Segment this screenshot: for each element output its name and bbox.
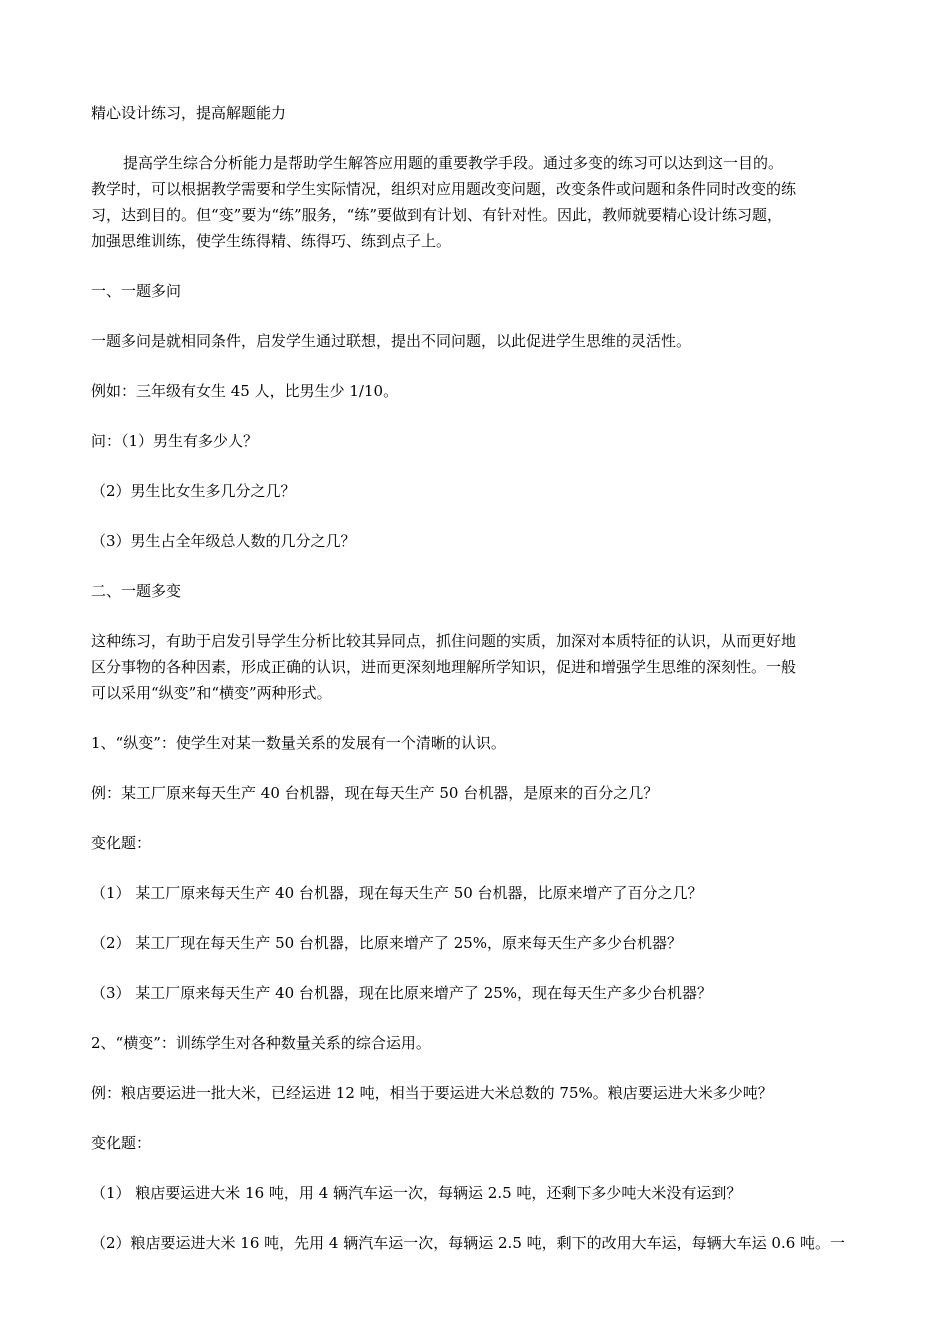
subsection1-variation-3: （3） 某工厂原来每天生产 40 台机器，现在比原来增产了 25%，现在每天生产多少台机器？	[91, 984, 713, 1002]
section2-heading: 二、一题多变	[91, 582, 182, 600]
question-2: （2）男生比女生多几分之几？	[91, 482, 296, 500]
document-title-block	[91, 100, 869, 126]
intro-line-2: 教学时，可以根据教学需要和学生实际情况，组织对应用题改变问题，改变条件或问题和条件同时改变的练	[91, 180, 797, 198]
intro-line-1: 提高学生综合分析能力是帮助学生解答应用题的重要教学手段。通过多变的练习可以达到这一目的。	[123, 154, 784, 172]
section1-heading: 一、一题多问	[91, 282, 182, 300]
subsection2-variation-1: （1） 粮店要运进大米 16 吨，用 4 辆汽车运一次，每辆运 2.5 吨，还剩下多少吨大米没有运到？	[91, 1184, 742, 1202]
subsection1-heading: 1、“纵变”：使学生对某一数量关系的发展有一个清晰的认识。	[91, 734, 506, 752]
subsection2-example: 例：粮店要运进一批大米，已经运进 12 吨，相当于要运进大米总数的 75%。粮店要运进大米多少吨？	[91, 1084, 773, 1102]
variation-label-1: 变化题：	[91, 834, 152, 852]
subsection2-variation-2: （2）粮店要运进大米 16 吨，先用 4 辆汽车运一次，每辆运 2.5 吨，剩下的改用大车运，每辆大车运 0.6 吨。一	[91, 1234, 846, 1252]
subsection1-variation-2: （2） 某工厂现在每天生产 50 台机器，比原来增产了 25%，原来每天生产多少台机器？	[91, 934, 683, 952]
section1-example: 例如：三年级有女生 45 人，比男生少 1/10。	[91, 382, 399, 400]
section2-desc-line-2: 区分事物的各种因素，形成正确的认识，进而更深刻地理解所学知识，促进和增强学生思维的深刻性。一般	[91, 658, 797, 676]
subsection1-variation-1: （1） 某工厂原来每天生产 40 台机器，现在每天生产 50 台机器，比原来增产了百分之几？	[91, 884, 703, 902]
section2-desc-line-1: 这种练习，有助于启发引导学生分析比较其异同点，抓住问题的实质，加深对本质特征的认识，从而更好地	[91, 632, 797, 650]
subsection1-example: 例：某工厂原来每天生产 40 台机器，现在每天生产 50 台机器，是原来的百分之几？	[91, 784, 659, 802]
intro-paragraph	[91, 150, 869, 254]
intro-line-4: 加强思维训练，使学生练得精、练得巧、练到点子上。	[91, 232, 452, 250]
section1-description: 一题多问是就相同条件，启发学生通过联想，提出不同问题，以此促进学生思维的灵活性。	[91, 332, 692, 350]
question-3: （3）男生占全年级总人数的几分之几？	[91, 532, 356, 550]
section2-description	[91, 628, 869, 706]
document-title: 精心设计练习，提高解题能力	[91, 104, 287, 122]
question-1: 问：（1）男生有多少人？	[91, 432, 259, 450]
variation-label-2: 变化题：	[91, 1134, 152, 1152]
document-page	[91, 100, 869, 1280]
section2-desc-line-3: 可以采用“纵变”和“横变”两种形式。	[91, 684, 332, 702]
subsection2-heading: 2、“横变”：训练学生对各种数量关系的综合运用。	[91, 1034, 431, 1052]
intro-line-3: 习，达到目的。但“变”要为“练”服务，“练”要做到有计划、有针对性。因此，教师就要精心设计练习题，	[91, 206, 783, 224]
